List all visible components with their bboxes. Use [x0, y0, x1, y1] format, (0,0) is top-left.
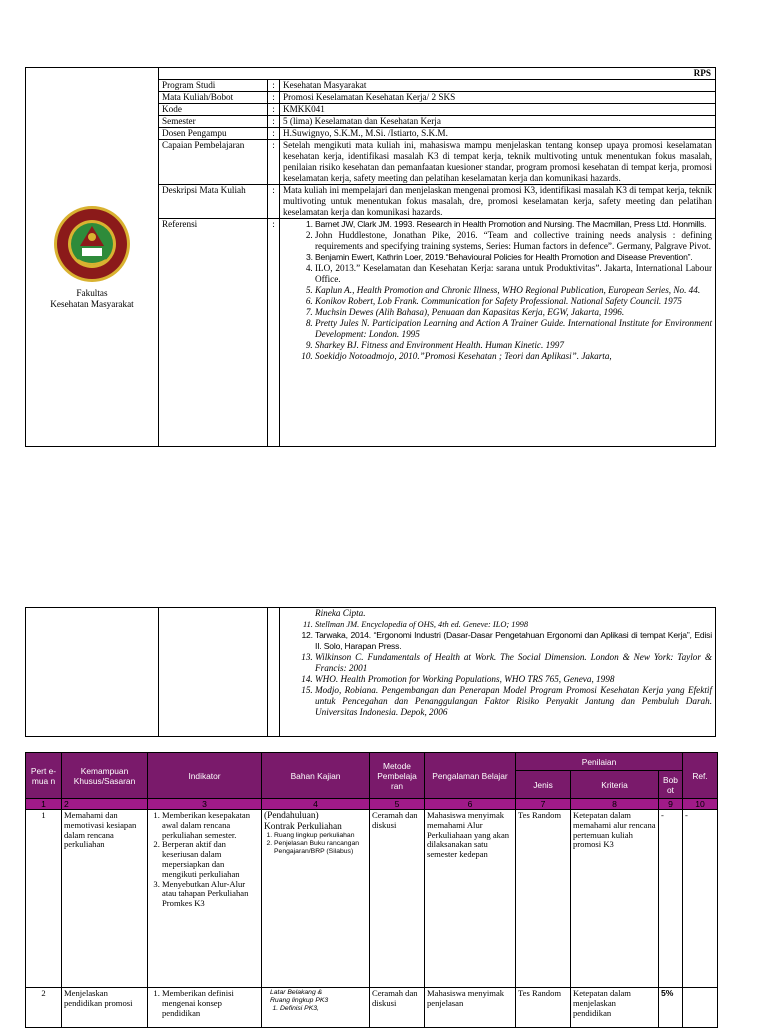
meeting-number: 1: [26, 810, 62, 988]
info-label: Capaian Pembelajaran: [159, 140, 268, 185]
bahan-item: 2. Penjelasan Buku rancangan Pengajaran/BRP (Silabus): [274, 840, 367, 856]
pengalaman-cell: Mahasiswa menyimak memahami Alur Perkuliahaan yang akan dilaksanakan satu semester kedepan: [425, 810, 516, 988]
reference-list-cell: [280, 219, 716, 447]
reference-item: 2. John Huddlestone, Jonathan Pike, 2016. “Team and collective training needs analysis : defining requirements and specifying training systems, Series: Human factors in defence”. Germany, Palgrave Pivot.: [315, 230, 712, 252]
header-penilaian: Penilaian: [516, 753, 683, 771]
header-ref: Ref.: [683, 753, 718, 799]
indikator-cell: [148, 988, 262, 1028]
info-label: Mata Kuliah/Bobot: [159, 92, 268, 104]
info-label: Kode: [159, 104, 268, 116]
reference-item: 12. Tarwaka, 2014. “Ergonomi Industri (Dasar-Dasar Pengetahuan Ergonomi dan Aplikasi di tempat Kerja”, Edisi II. Solo, Harapan Press.: [315, 630, 712, 652]
indikator-list: [150, 989, 259, 1018]
rps-title: RPS: [159, 68, 716, 80]
info-label: Referensi: [159, 219, 268, 447]
reference-list-cell: [280, 608, 716, 737]
column-number: 10: [683, 799, 718, 810]
pengalaman-cell: Mahasiswa menyimak penjelasan: [425, 988, 516, 1028]
colon: :: [268, 80, 280, 92]
info-label: Program Studi: [159, 80, 268, 92]
bahan-list-wrap: [264, 832, 367, 856]
info-label: Semester: [159, 116, 268, 128]
column-number: 3: [148, 799, 262, 810]
column-number: 7: [516, 799, 571, 810]
faculty-cell: [26, 68, 159, 447]
colon: :: [268, 219, 280, 447]
header-pengalaman: Pengalaman Belajar: [425, 753, 516, 799]
course-plan-table: [25, 752, 718, 1028]
reference-item: 4. ILO, 2013.” Keselamatan dan Kesehatan Kerja: sarana untuk Produktivitas”. Jakarta, International Labour Office.: [315, 263, 712, 285]
kemampuan-cell: Memahami dan memotivasi kesiapan dalam rencana perkuliahan: [62, 810, 148, 988]
colon: :: [268, 140, 280, 185]
header-kemampuan: Kemampuan Khusus/Sasaran: [62, 753, 148, 799]
indikator-cell: [148, 810, 262, 988]
column-number-row: [26, 799, 718, 810]
empty-cell: [268, 608, 280, 737]
bobot-cell: -: [659, 810, 683, 988]
reference-item: 8. Pretty Jules N. Participation Learning and Action A Trainer Guide. International Institute for Environment Development: London. 1995: [315, 318, 712, 340]
reference-item: 13. Wilkinson C. Fundamentals of Health at Work. The Social Dimension. London & New York: Taylor & Francis: 2001: [315, 652, 712, 674]
indikator-item: 3. Menyebutkan Alur-Alur atau tahapan Perkuliahan Promkes K3: [162, 880, 259, 909]
column-number: 8: [571, 799, 659, 810]
references-continuation-table: [25, 607, 716, 737]
reference-item: 7. Muchsin Dewes (Alih Bahasa), Penuaan dan Kapasitas Kerja, EGW, Jakarta, 1996.: [315, 307, 712, 318]
kriteria-cell: Ketepatan dalam memahami alur rencana pertemuan kuliah promosi K3: [571, 810, 659, 988]
table-row: [26, 988, 718, 1028]
metode-cell: Ceramah dan diskusi: [370, 810, 425, 988]
indikator-item: 1. Memberikan definisi mengenai konsep pendidikan: [162, 989, 259, 1018]
reference-list: [283, 619, 712, 718]
reference-continuation: Rineka Cipta.: [315, 608, 366, 618]
reference-item: 6. Konikov Robert, Lob Frank. Communication for Safety Professional. National Safety Council. 1975: [315, 296, 712, 307]
indikator-item: 2. Berperan aktif dan keseriusan dalam mepersiapkan dan mengikuti perkuliahan: [162, 840, 259, 879]
university-logo-icon: [52, 204, 132, 284]
bahan-list: [264, 832, 367, 856]
header-indikator: Indikator: [148, 753, 262, 799]
header-bobot: Bob ot: [659, 771, 683, 799]
bahan-item: 1. Definisi PK3,: [280, 1005, 367, 1013]
info-value: H.Suwignyo, S.K.M., M.Si. /Istiarto, S.K.M.: [280, 128, 716, 140]
header-metode: Metode Pembelaja ran: [370, 753, 425, 799]
metode-cell: Ceramah dan diskusi: [370, 988, 425, 1028]
header-jenis: Jenis: [516, 771, 571, 799]
bahan-intro: (Pendahuluan): [264, 811, 319, 821]
colon: :: [268, 185, 280, 219]
info-label: Dosen Pengampu: [159, 128, 268, 140]
meeting-number: 2: [26, 988, 62, 1028]
column-number: 9: [659, 799, 683, 810]
rps-header-table: [25, 67, 716, 447]
reference-item: 1. Barnet JW, Clark JM. 1993. Research in Health Promotion and Nursing. The Macmillan, Press Ltd. Honmills.: [315, 219, 712, 230]
indikator-item: 1. Memberikan kesepakatan awal dalam rencana perkuliahan semester.: [162, 811, 259, 840]
column-number: 1: [26, 799, 62, 810]
reference-item: 10. Soekidjo Notoadmojo, 2010.”Promosi Kesehatan ; Teori dan Aplikasi”. Jakarta,: [315, 351, 712, 362]
kriteria-cell: Ketepatan dalam menjelaskan pendidikan: [571, 988, 659, 1028]
faculty-name-line1: Fakultas: [76, 288, 108, 298]
bobot-cell: 5%: [659, 988, 683, 1028]
info-value: Mata kuliah ini mempelajari dan menjelaskan mengenai promosi K3, identifikasi masalah K3 di tempat kerja, teknik multivoting untuk menentukan fokus masalah, dre, promosi keselamatan kerja, safety meeting dan pelatihan keselamatan kerja dan komunikasi hazards.: [280, 185, 716, 219]
faculty-name-line2: Kesehatan Masyarakat: [50, 299, 134, 309]
header-kriteria: Kriteria: [571, 771, 659, 799]
kemampuan-cell: Menjelaskan pendidikan promosi: [62, 988, 148, 1028]
reference-item: 11. Stellman JM. Encyclopedia of OHS, 4th ed. Geneve: ILO; 1998: [315, 619, 712, 630]
info-value: KMKK041: [280, 104, 716, 116]
bahan-intro: Latar Belakang &: [270, 989, 323, 996]
empty-cell: [26, 608, 159, 737]
header-bahan-kajian: Bahan Kajian: [262, 753, 370, 799]
bahan-intro: Kontrak Perkuliahan: [264, 821, 342, 832]
empty-cell: [159, 608, 268, 737]
column-number: 6: [425, 799, 516, 810]
indikator-list: [150, 811, 259, 909]
reference-item: 9. Sharkey BJ. Fitness and Environment Health. Human Kinetic. 1997: [315, 340, 712, 351]
info-label: Deskripsi Mata Kuliah: [159, 185, 268, 219]
ref-cell: -: [683, 810, 718, 988]
column-number: 5: [370, 799, 425, 810]
reference-item: 5. Kaplun A., Health Promotion and Chronic Illness, WHO Regional Publication, European Series, No. 44.: [315, 285, 712, 296]
table-row: [26, 810, 718, 988]
column-number: 2: [62, 799, 148, 810]
reference-item: 15. Modjo, Robiana. Pengembangan dan Penerapan Model Program Promosi Kesehatan Kerja yang Efektif untuk Pencegahan dan Penanggulangan Faktor Risiko Penyakit Jantung dan Pembuluh Darah. Universitas Indonesia. Depok, 2006: [315, 685, 712, 718]
colon: :: [268, 116, 280, 128]
bahan-intro: Ruang lingkup PK3: [270, 997, 329, 1004]
reference-item: 14. WHO. Health Promotion for Working Populations, WHO TRS 765, Geneva, 1998: [315, 674, 712, 685]
ref-cell: [683, 988, 718, 1028]
reference-item: 3. Benjamin Ewert, Kathrin Loer, 2019.“Behavioural Policies for Health Promotion and Disease Prevention”.: [315, 252, 712, 263]
info-value: Setelah mengikuti mata kuliah ini, mahasiswa mampu menjelaskan tentang konsep upaya promosi keselamatan kesehatan kerja, identifikasi masalah K3 di tempat kerja, teknik multivoting untuk menentukan fokus masalah, penilaian risiko kesehatan dan pemanfaatan kuesioner standar, program promosi kesehatan di tempat kerja, promosi keselamatan kerja, safety meeting dan pelatihan keselamatan kerja dan komunikasi hazards.: [280, 140, 716, 185]
colon: :: [268, 92, 280, 104]
header-pertemuan: Pert e- mua n: [26, 753, 62, 799]
column-number: 4: [262, 799, 370, 810]
jenis-cell: Tes Random: [516, 810, 571, 988]
info-value: 5 (lima) Keselamatan dan Kesehatan Kerja: [280, 116, 716, 128]
info-value: Promosi Keselamatan Kesehatan Kerja/ 2 SKS: [280, 92, 716, 104]
bahan-list: [270, 1005, 367, 1013]
reference-list: [283, 219, 712, 362]
jenis-cell: Tes Random: [516, 988, 571, 1028]
bahan-item: 1. Ruang lingkup perkuliahan: [274, 832, 367, 840]
bahan-kajian-cell: [262, 810, 370, 988]
bahan-kajian-cell: [262, 988, 370, 1028]
info-value: Kesehatan Masyarakat: [280, 80, 716, 92]
colon: :: [268, 104, 280, 116]
colon: :: [268, 128, 280, 140]
